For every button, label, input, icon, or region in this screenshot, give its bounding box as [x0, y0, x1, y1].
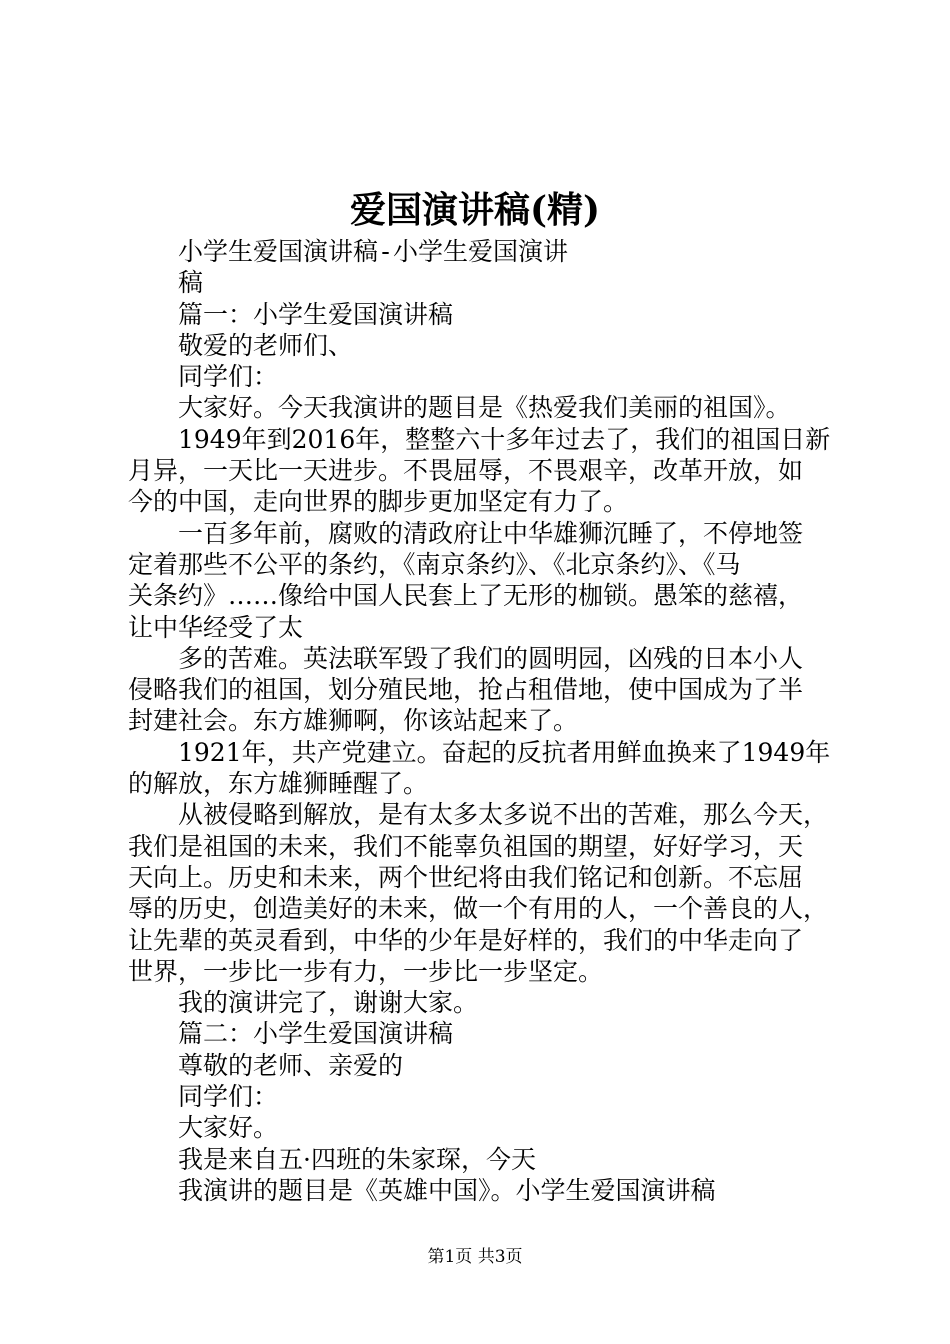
body-line: 的解放，东方雄狮睡醒了。	[128, 769, 429, 799]
body-line: 篇一：小学生爱国演讲稿	[178, 299, 454, 329]
body-line: 大家好。今天我演讲的题目是《热爱我们美丽的祖国》。	[178, 393, 791, 423]
body-line: 世界，一步比一步有力，一步比一步坚定。	[128, 956, 604, 986]
body-line: 尊敬的老师、亲爱的	[178, 1050, 404, 1080]
body-line: 我们是祖国的未来，我们不能辜负祖国的期望，好好学习，天	[128, 831, 804, 861]
body-line: 关条约》……像给中国人民套上了无形的枷锁。愚笨的慈禧，	[128, 581, 804, 611]
body-line: 封建社会。东方雄狮啊，你该站起来了。	[128, 706, 579, 736]
body-line: 侵略我们的祖国，划分殖民地，抢占租借地，使中国成为了半	[128, 675, 804, 705]
document-body	[128, 236, 833, 1206]
document-title: 爱国演讲稿(精)	[349, 189, 601, 231]
body-line: 让先辈的英灵看到，中华的少年是好样的，我们的中华走向了	[128, 925, 804, 955]
body-line: 同学们：	[178, 362, 279, 392]
body-line: 天向上。历史和未来，两个世纪将由我们铭记和创新。不忘屈	[128, 862, 804, 892]
body-line: 定着那些不公平的条约，《南京条约》、《北京条约》、《马	[128, 549, 741, 579]
body-line: 让中华经受了太	[128, 612, 304, 642]
body-line: 月异，一天比一天进步。不畏屈辱，不畏艰辛，改革开放，如	[128, 456, 804, 486]
body-line: 1949年到2016年，整整六十多年过去了，我们的祖国日新	[178, 424, 831, 454]
body-line: 今的中国，走向世界的脚步更加坚定有力了。	[128, 487, 629, 517]
body-line: 篇二：小学生爱国演讲稿	[178, 1019, 454, 1049]
body-line: 一百多年前，腐败的清政府让中华雄狮沉睡了，不停地签	[178, 518, 804, 548]
body-line: 稿	[178, 268, 204, 298]
body-line: 我的演讲完了，谢谢大家。	[178, 988, 479, 1018]
body-line: 我是来自五·四班的朱家琛，今天	[178, 1144, 536, 1174]
body-line: 小学生爱国演讲稿-小学生爱国演讲	[178, 237, 569, 266]
body-line: 多的苦难。英法联军毁了我们的圆明园，凶残的日本小人	[178, 643, 804, 673]
body-line: 1921年，共产党建立。奋起的反抗者用鲜血换来了1949年	[178, 737, 831, 767]
body-line: 辱的历史，创造美好的未来，做一个有用的人，一个善良的人，	[128, 894, 829, 924]
page-number-footer: 第1页 共3页	[427, 1247, 523, 1267]
body-line: 从被侵略到解放，是有太多太多说不出的苦难，那么今天，	[178, 800, 829, 830]
body-line: 大家好。	[178, 1113, 279, 1143]
body-line: 同学们：	[178, 1082, 279, 1112]
body-line: 敬爱的老师们、	[178, 330, 354, 360]
body-line: 我演讲的题目是《英雄中国》。小学生爱国演讲稿	[178, 1175, 716, 1205]
